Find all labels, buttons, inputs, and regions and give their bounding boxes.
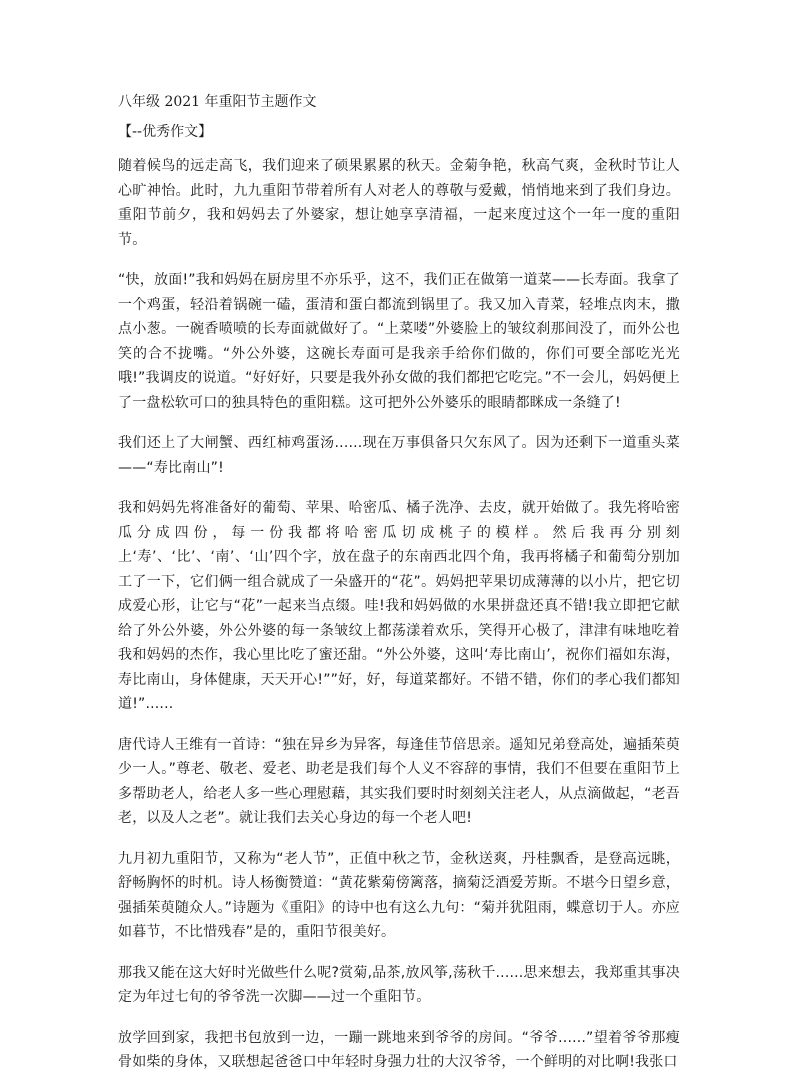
paragraph-5: 唐代诗人王维有一首诗：“独在异乡为异客，每逢佳节倍思亲。遥知兄弟登高处，遍插茱萸少一人。”尊老、敬老、爱老、助老是我们每个人义不容辞的事情，我们不但要在重阳节上多帮助老人，给老人多一些心理慰藉，其实我们要时时刻刻关注老人，从点滴做起，“老吾老，以及人之老”。就让我们去关心身边的每一个老人吧! xyxy=(118,736,680,826)
paragraph-7: 那我又能在这大好时光做些什么呢?赏菊,品茶,放风筝,荡秋千......思来想去，我郑重其事决定为年过七旬的爷爷洗一次脚——过一个重阳节。 xyxy=(118,964,680,1005)
paragraph-6: 九月初九重阳节，又称为“老人节”，正值中秋之节，金秋送爽，丹桂飘香，是登高远眺，舒畅胸怀的时机。诗人杨衡赞道：“黄花紫菊傍篱落，摘菊泛酒爱芳斯。不堪今日望乡意，强插茱萸随众人。”诗题为《重阳》的诗中也有这么九句：“菊并犹阻雨，蝶意切于人。亦应如暮节，不比惜残春”是的，重阳节很美好。 xyxy=(118,850,680,940)
paragraph-1: 随着候鸟的远走高飞，我们迎来了硕果累累的秋天。金菊争艳，秋高气爽，金秋时节让人心旷神怡。此时，九九重阳节带着所有人对老人的尊敬与爱戴，悄悄地来到了我们身边。重阳节前夕，我和妈妈去了外婆家，想让她享享清福，一起来度过这个一年一度的重阳节。 xyxy=(118,158,680,248)
paragraph-3: 我们还上了大闸蟹、西红柿鸡蛋汤......现在万事俱备只欠东风了。因为还剩下一道重头菜——“寿比南山”! xyxy=(118,435,680,476)
document-page xyxy=(118,92,680,1091)
document-title: 八年级 2021 年重阳节主题作文 xyxy=(118,94,317,110)
paragraph-4: 我和妈妈先将准备好的葡萄、苹果、哈密瓜、橘子洗净、去皮，就开始做了。我先将哈密瓜分成四份，每一份我都将哈密瓜切成桃子的模样。然后我再分别刻上‘寿’、‘比’、‘南’、‘山’四个字，放在盘子的东南西北四个角，我再将橘子和葡萄分别加工了一下，它们俩一组合就成了一朵盛开的“花”。妈妈把苹果切成薄薄的以小片，把它切成爱心形，让它与“花”一起来当点缀。哇!我和妈妈做的水果拼盘还真不错!我立即把它献给了外公外婆，外公外婆的每一条皱纹上都荡漾着欢乐，笑得开心极了，津津有味地吃着我和妈妈的杰作，我心里比吃了蜜还甜。“外公外婆，这叫‘寿比南山’，祝你们福如东海，寿比南山，身体健康，天天开心!””好，好，每道菜都好。不错不错，你们的孝心我们都知道!”...... xyxy=(118,500,680,712)
document-subtitle: 【--优秀作文】 xyxy=(118,124,213,140)
paragraph-2: “快，放面!”我和妈妈在厨房里不亦乐乎，这不，我们正在做第一道菜——长寿面。我拿了一个鸡蛋，轻沿着锅碗一磕，蛋清和蛋白都流到锅里了。我又加入青菜，轻堆点肉末，撒点小葱。一碗香喷喷的长寿面就做好了。“上菜喽”外婆脸上的皱纹刹那间没了，而外公也笑的合不拢嘴。“外公外婆，这碗长寿面可是我亲手给你们做的，你们可要全部吃光光哦!”我调皮的说道。“好好好，只要是我外孙女做的我们都把它吃完。”不一会儿，妈妈便上了一盘松软可口的独具特色的重阳糕。这可把外公外婆乐的眼睛都眯成一条缝了! xyxy=(118,272,680,411)
paragraph-8: 放学回到家，我把书包放到一边，一蹦一跳地来到爷爷的房间。“爷爷......”望着爷爷那瘦骨如柴的身体，又联想起爸爸口中年轻时身强力壮的大汉爷爷，一个鲜明的对比啊!我张口 xyxy=(118,1029,680,1070)
